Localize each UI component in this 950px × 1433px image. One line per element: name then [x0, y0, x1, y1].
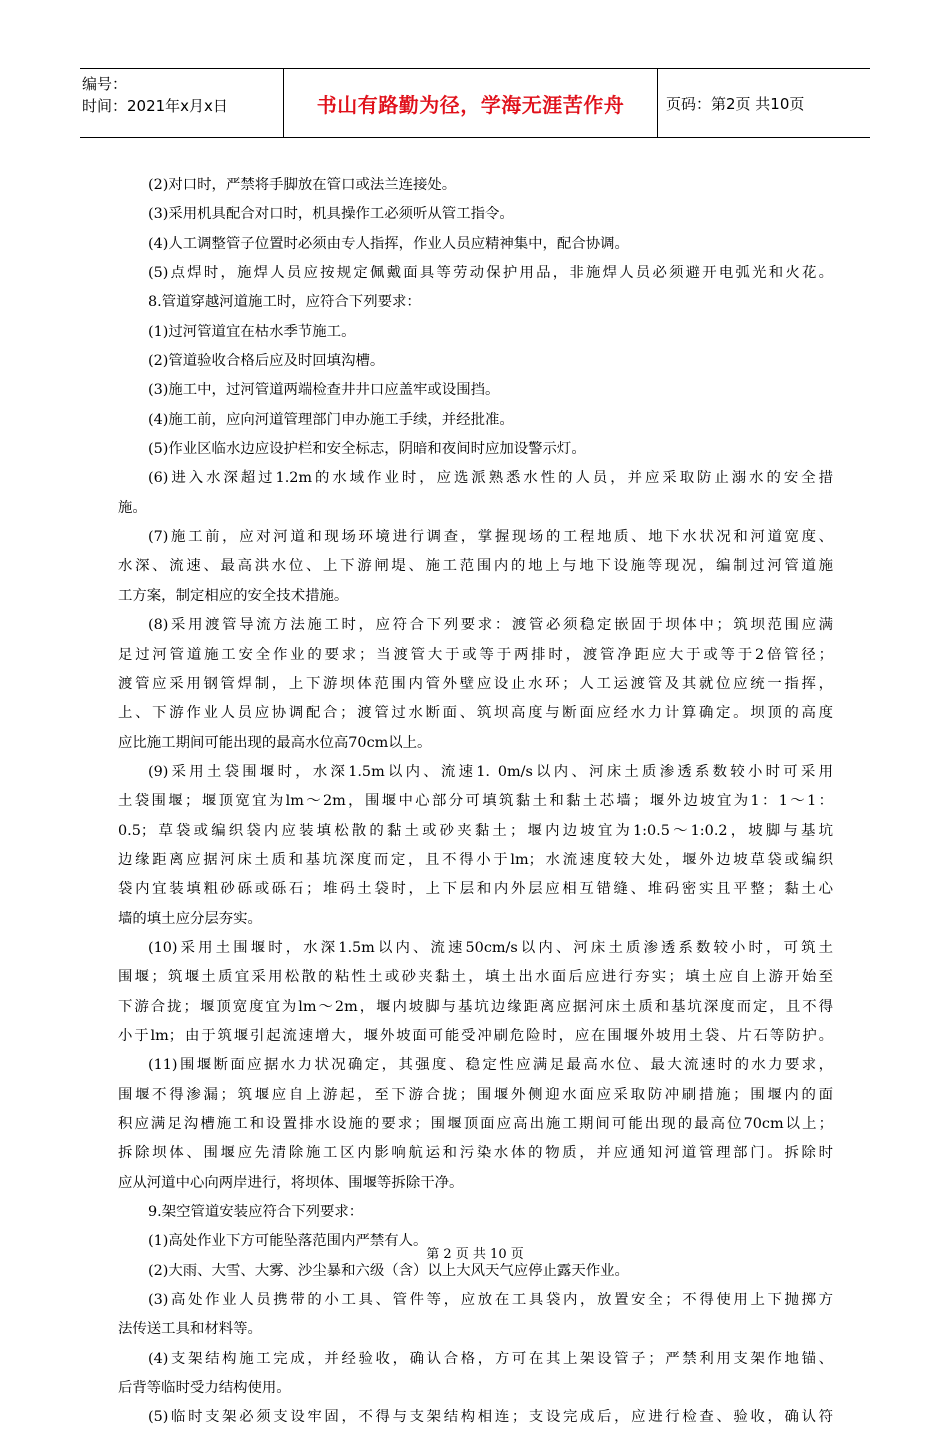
- text-line: 施。: [118, 499, 147, 516]
- text-line: (3)采用机具配合对口时，机具操作工必须听从管工指令。: [148, 206, 514, 223]
- text-line: 应比施工期间可能出现的最高水位高70cm以上。: [118, 734, 432, 751]
- page-header: [80, 68, 870, 138]
- text-line: 下游合拢；堰顶宽度宜为lm～2m，堰内坡脚与基坑边缘距离应据河床土质和基坑深度而定，且不得: [118, 998, 833, 1015]
- text-line: (9)采用土袋围堰时，水深1.5m以内、流速1. 0m/s以内、河床土质渗透系数较小时可采用: [148, 763, 833, 780]
- text-line: (8)采用渡管导流方法施工时，应符合下列要求：渡管必须稳定嵌固于坝体中；筑坝范围应满: [148, 617, 833, 634]
- text-line: (1)过河管道宜在枯水季节施工。: [148, 323, 356, 340]
- text-line: 水深、流速、最高洪水位、上下游闸堤、施工范围内的地上与地下设施等现况，编制过河管道施: [118, 558, 833, 575]
- text-line: 法传送工具和材料等。: [118, 1321, 262, 1338]
- text-line: (11)围堰断面应据水力状况确定，其强度、稳定性应满足最高水位、最大流速时的水力要求，: [148, 1057, 833, 1074]
- text-line: 袋内宜装填粗砂砾或砾石；堆码土袋时，上下层和内外层应相互错缝、堆码密实且平整；黏土心: [118, 881, 833, 898]
- page-footer: 第 2 页 共 10 页: [426, 1247, 524, 1262]
- text-line: 围堰不得渗漏；筑堰应自上游起，至下游合拢；围堰外侧迎水面应采取防冲刷措施；围堰内的面: [118, 1086, 833, 1103]
- text-line: (3)施工中，过河管道两端检查井井口应盖牢或设围挡。: [148, 382, 500, 399]
- text-line: 工方案，制定相应的安全技术措施。: [118, 587, 349, 604]
- header-page-label: 页码：第2页 共10页: [666, 94, 805, 113]
- header-number-label: 编号：: [82, 75, 128, 93]
- text-line: (7)施工前，应对河道和现场环境进行调查，掌握现场的工程地质、地下水状况和河道宽度、: [148, 529, 833, 546]
- header-time-label: 时间：2021年x月x日: [82, 97, 228, 115]
- text-line: (5)临时支架必须支设牢固，不得与支架结构相连；支设完成后，应进行检查、验收，确认符: [148, 1409, 833, 1426]
- text-line: 后背等临时受力结构使用。: [118, 1380, 291, 1397]
- text-line: (4)人工调整管子位置时必须由专人指挥，作业人员应精神集中，配合协调。: [148, 235, 629, 252]
- header-info-cell: [80, 69, 284, 137]
- text-line: 渡管应采用钢管焊制，上下游坝体范围内管外壁应设止水环；人工运渡管及其就位应统一指挥，: [118, 675, 833, 692]
- text-line: (3)高处作业人员携带的小工具、管件等，应放在工具袋内，放置安全；不得使用上下抛掷方: [148, 1292, 833, 1309]
- text-line: 拆除坝体、围堰应先清除施工区内影响航运和污染水体的物质，并应通知河道管理部门。拆除时: [118, 1145, 833, 1162]
- text-line: (4)施工前，应向河道管理部门申办施工手续，并经批准。: [148, 411, 514, 428]
- text-line: 墙的填土应分层夯实。: [118, 910, 262, 927]
- text-line: 9.架空管道安装应符合下列要求：: [148, 1204, 364, 1221]
- text-line: 边缘距离应据河床土质和基坑深度而定，且不得小于lm；水流速度较大处，堰外边坡草袋或编织: [118, 851, 833, 868]
- text-line: (2)管道验收合格后应及时回填沟槽。: [148, 353, 385, 370]
- header-motto: 书山有路勤为径，学海无涯苦作舟: [284, 69, 658, 137]
- text-line: (1)高处作业下方可能坠落范围内严禁有人。: [148, 1233, 428, 1250]
- text-line: 应从河道中心向两岸进行，将坝体、围堰等拆除干净。: [118, 1174, 464, 1191]
- text-line: 足过河管道施工安全作业的要求；当渡管大于或等于两排时，渡管净距应大于或等于2倍管径；: [118, 646, 833, 663]
- text-line: (10)采用土围堰时，水深1.5m以内、流速50cm/s以内、河床土质渗透系数较小时，可筑土: [148, 939, 833, 956]
- text-line: 上、下游作业人员应协调配合；渡管过水断面、筑坝高度与断面应经水力计算确定。坝顶的高度: [118, 705, 833, 722]
- text-line: (5)点焊时，施焊人员应按规定佩戴面具等劳动保护用品，非施焊人员必须避开电弧光和火花。: [148, 265, 833, 282]
- text-line: (6)进入水深超过1.2m的水域作业时，应选派熟悉水性的人员，并应采取防止溺水的安全措: [148, 470, 833, 487]
- text-line: 土袋围堰；堰顶宽宜为lm～2m，围堰中心部分可填筑黏土和黏土芯墙；堰外边坡宜为1：1～1：: [118, 793, 833, 810]
- text-line: (2)大雨、大雪、大雾、沙尘暴和六级（含）以上大风天气应停止露天作业。: [148, 1262, 629, 1279]
- text-line: (4)支架结构施工完成，并经验收，确认合格，方可在其上架设管子；严禁利用支架作地锚、: [148, 1350, 833, 1367]
- text-line: (5)作业区临水边应设护栏和安全标志，阴暗和夜间时应加设警示灯。: [148, 441, 586, 458]
- text-line: 8.管道穿越河道施工时，应符合下列要求：: [148, 294, 421, 311]
- text-line: (2)对口时，严禁将手脚放在管口或法兰连接处。: [148, 177, 457, 193]
- text-line: 积应满足沟槽施工和设置排水设施的要求；围堰顶面应高出施工期间可能出现的最高位70cm以上；: [118, 1116, 833, 1132]
- text-line: 0.5；草袋或编织袋内应装填松散的黏土或砂夹黏土；堰内边坡宜为1:0.5～1:0.2，坡脚与基坑: [118, 822, 833, 839]
- text-line: 围堰；筑堰土质宜采用松散的粘性土或砂夹黏土，填土出水面后应进行夯实；填土应自上游开始至: [118, 969, 833, 986]
- text-line: 小于lm；由于筑堰引起流速增大，堰外坡面可能受冲刷危险时，应在围堰外坡用土袋、片石等防护。: [118, 1027, 833, 1044]
